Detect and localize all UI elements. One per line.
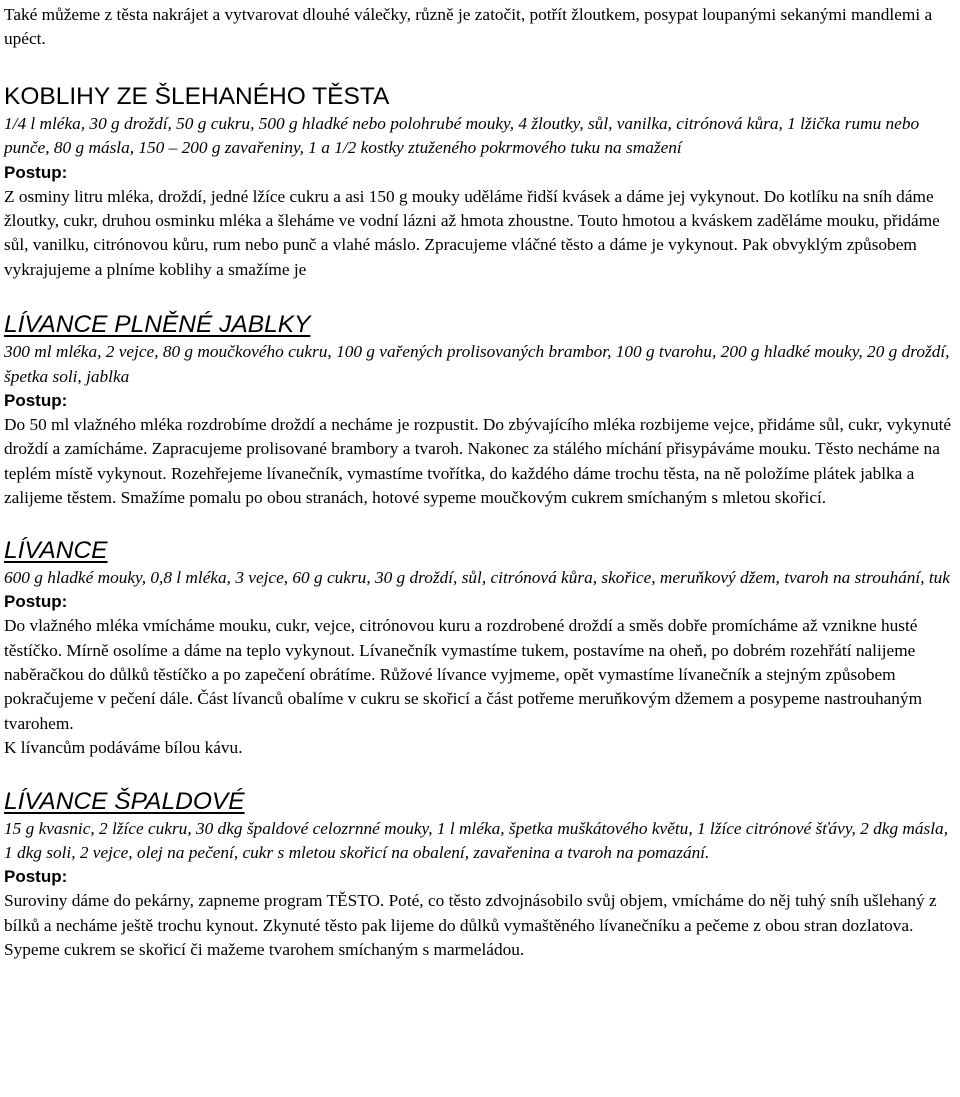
recipe-title: LÍVANCE PLNĚNÉ JABLKY bbox=[4, 311, 311, 339]
recipe-instructions: Do vlažného mléka vmícháme mouku, cukr, vejce, citrónovou kuru a rozdrobené droždí a směs dobře promícháme až vznikne husté těstíčko. Mírně osolíme a dáme na teplo vykynout. Lívanečník vymastíme tukem, postavíme na oheň, po dobrém rozehřátí nalijeme naběračkou do důlků těstíčko a po zapečení obrátíme. Růžové lívance vyjmeme, opět vymastíme lívanečník a stejným způsobem pokračujeme v pečení dále. Část lívanců obalíme v cukru se skořicí a část potřeme meruňkovým džemem a posypeme nastrouhaným tvarohem. bbox=[4, 616, 923, 733]
postup-label: Postup: bbox=[4, 592, 68, 612]
recipe-instructions: Do 50 ml vlažného mléka rozdrobíme droždí a necháme je rozpustit. Do zbývajícího mléka rozbijeme vejce, přidáme sůl, cukr, vykynuté droždí a zamícháme. Zapracujeme prolisované brambory a tvaroh. Nakonec za stálého míchání přisypáváme mouku. Těsto necháme na teplém místě vykynout. Rozehřejeme lívanečník, vymastíme tvořítka, do každého dáme trochu těsta, na ně položíme plátek jablka a zalijeme těstem. Smažíme pomalu po obou stranách, hotové sypeme moučkovým cukrem smíchaným s mletou skořicí. bbox=[4, 415, 952, 508]
recipe-title: KOBLIHY ZE ŠLEHANÉHO TĚSTA bbox=[4, 82, 390, 110]
recipe-title: LÍVANCE ŠPALDOVÉ bbox=[4, 787, 245, 815]
recipe-livance-spaldove bbox=[4, 787, 956, 963]
recipe-livance-plnene-jablky bbox=[4, 310, 956, 510]
recipe-ingredients: 300 ml mléka, 2 vejce, 80 g moučkového cukru, 100 g vařených prolisovaných brambor, 100 g tvarohu, 200 g hladké mouky, 20 g droždí, špetka soli, jablka bbox=[4, 342, 950, 386]
recipe-instructions: Suroviny dáme do pekárny, zapneme program TĚSTO. Poté, co těsto zdvojnásobilo svůj objem, vmícháme do něj tuhý sníh ušlehaný z bílků a necháme ještě trochu kynout. Zkynuté těsto pak lijeme do důlků vymaštěného lívanečníku a pečeme z obou stran dozlatova. bbox=[4, 891, 937, 935]
recipe-serving-note: K lívancům podáváme bílou kávu. bbox=[4, 738, 243, 758]
recipe-ingredients: 1/4 l mléka, 30 g droždí, 50 g cukru, 500 g hladké nebo polohrubé mouky, 4 žloutky, sůl, vanilka, citrónová kůra, 1 lžička rumu nebo punče, 80 g másla, 150 – 200 g zavařeniny, 1 a 1/2 kostky ztuženého pokrmového tuku na smažení bbox=[4, 113, 920, 158]
intro-paragraph: Také můžeme z těsta nakrájet a vytvarovat dlouhé válečky, různě je zatočit, potřít žloutkem, posypat loupanými sekanými mandlemi a upéct. bbox=[4, 5, 933, 49]
recipe-livance bbox=[4, 536, 956, 761]
postup-label: Postup: bbox=[4, 391, 68, 411]
recipe-ingredients: 15 g kvasnic, 2 lžíce cukru, 30 dkg špaldové celozrnné mouky, 1 l mléka, špetka muškátového květu, 1 lžíce citrónové šťávy, 2 dkg másla, 1 dkg soli, 2 vejce, olej na pečení, cukr s mletou skořicí na obalení, zavařenina a tvaroh na pomazání. bbox=[4, 818, 949, 862]
recipe-title: LÍVANCE bbox=[4, 536, 108, 564]
recipe-koblihy bbox=[4, 82, 956, 282]
postup-label: Postup: bbox=[4, 162, 68, 182]
recipe-serving-note: Sypeme cukrem se skořicí či mažeme tvarohem smíchaným s marmeládou. bbox=[4, 940, 525, 960]
recipe-ingredients: 600 g hladké mouky, 0,8 l mléka, 3 vejce, 60 g cukru, 30 g droždí, sůl, citrónová kůra, skořice, meruňkový džem, tvaroh na strouhání, tuk bbox=[4, 567, 950, 587]
postup-label: Postup: bbox=[4, 867, 68, 887]
document-page bbox=[4, 0, 956, 963]
recipe-instructions: Z osminy litru mléka, droždí, jedné lžíce cukru a asi 150 g mouky uděláme řidší kvásek a dáme jej vykynout. Do kotlíku na sníh dáme žloutky, cukr, druhou osminku mléka a šleháme ve vodní lázni až hmota zhoustne. Touto hmotou a kváskem zaděláme mouku, přidáme sůl, vanilku, citrónovou kůru, rum nebo punč a vlahé máslo. Zpracujeme vláčné těsto a dáme je vykynout. Pak obvyklým způsobem vykrajujeme a plníme koblihy a smažíme je bbox=[4, 186, 940, 279]
